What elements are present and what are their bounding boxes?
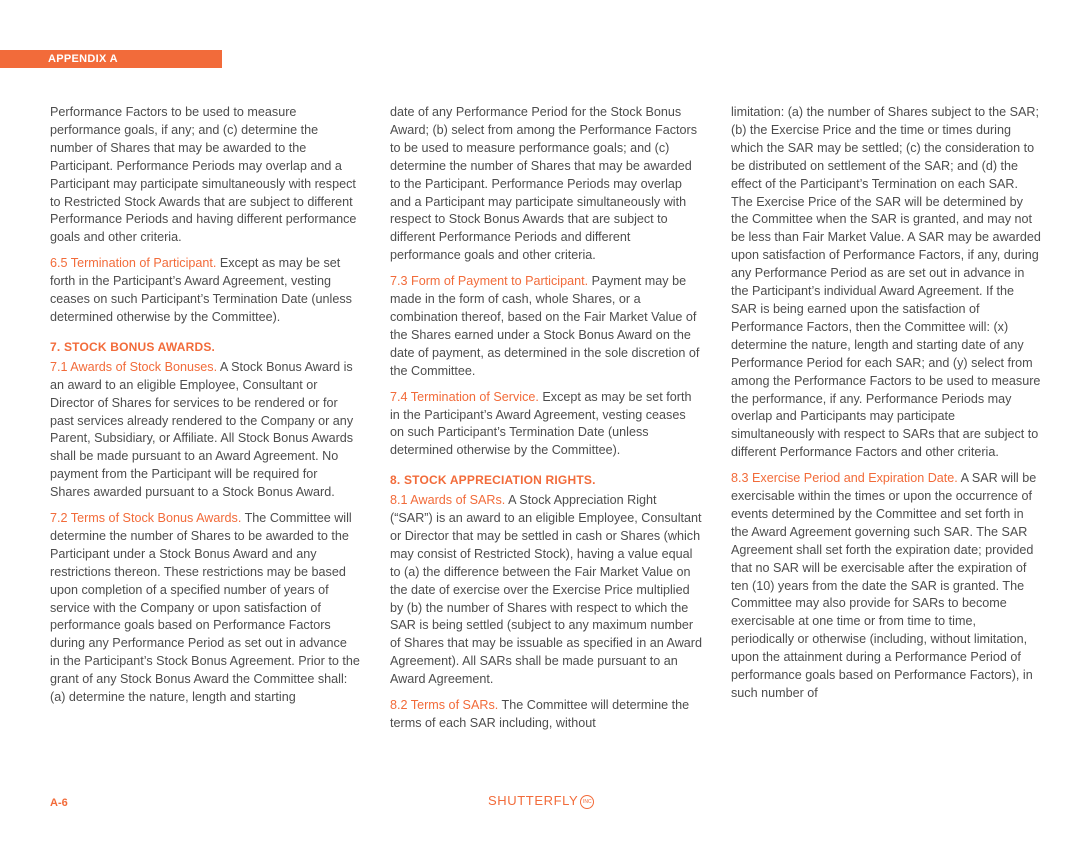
paragraph-7-3 <box>390 273 702 380</box>
section-heading-7: 7. STOCK BONUS AWARDS. <box>50 339 216 354</box>
paragraph-text: The Committee will determine the terms of each SAR including, without <box>390 698 690 730</box>
paragraph-text: Except as may be set forth in the Participant’s Award Agreement, vesting ceases on such Participant’s Termination Date (unless determined otherwise by the Committee). <box>50 256 352 324</box>
shutterfly-logo <box>488 793 594 809</box>
paragraph-6-5 <box>50 255 360 327</box>
paragraph: limitation: (a) the number of Shares subject to the SAR; (b) the Exercise Price and the time or times during which the SAR may be settled; (c) the consideration to be distributed on settlement of the SAR; and (d) the effect of the Participant’s Termination on each SAR. The Exercise Price of the SAR will be determined by the Committee when the SAR is granted, and may not be less than Fair Market Value. A SAR may be awarded upon satisfaction of Performance Factors, if any, during any Performance Period as are set out in advance in the Participant’s individual Award Agreement. If the SAR is being earned upon the satisfaction of Performance Factors, then the Committee will: (x) determine the nature, length and starting date of any Performance Period for each SAR; and (y) select from among the Performance Factors to be used to measure the performance, if any. Performance Periods may overlap and Participants may participate simultaneously with respect to SARs that are subject to different Performance Factors and other criteria. <box>731 105 1041 460</box>
paragraph: Performance Factors to be used to measure performance goals, if any; and (c) determine the number of Shares that may be awarded to the Participant. Performance Periods may overlap and a Participant may participate simultaneously with respect to Restricted Stock Awards that are subject to different Performance Periods and having different performance goals and other criteria. <box>50 105 357 245</box>
paragraph-7-2 <box>50 510 360 707</box>
column-2 <box>390 104 702 741</box>
paragraph-8-1 <box>390 492 702 689</box>
paragraph-text: Except as may be set forth in the Participant’s Award Agreement, vesting ceases on such Participant’s Termination Date (unless determined otherwise by the Committee). <box>390 389 692 458</box>
paragraph-text: Payment may be made in the form of cash, whole Shares, or a combination thereof, based on the Fair Market Value of the Shares earned under a Stock Bonus Award on the date of payment, as determined in the sole discretion of the Committee. <box>390 274 700 378</box>
section-lead: 7.3 Form of Payment to Participant. <box>390 274 589 289</box>
logo-text: SHUTTERFLY <box>488 793 579 808</box>
paragraph-7-1 <box>50 359 360 502</box>
section-lead: 8.1 Awards of SARs. <box>390 493 506 508</box>
page-number: A-6 <box>50 797 68 809</box>
logo-badge: INC <box>580 795 594 809</box>
paragraph-text: The Committee will determine the number of Shares to be awarded to the Participant under a Stock Bonus Award and any restrictions thereon. These restrictions may be based upon completion of a specified number of years of service with the Company or upon satisfaction of performance goals based on Performance Factors during any Performance Period as set out in advance in the Participant’s Stock Bonus Agreement. Prior to the grant of any Stock Bonus Award the Committee shall: (a) determine the nature, length and starting <box>50 511 360 705</box>
paragraph-7-4 <box>390 389 702 461</box>
column-3 <box>731 104 1041 711</box>
section-lead: 6.5 Termination of Participant. <box>50 256 217 271</box>
section-lead: 7.1 Awards of Stock Bonuses. <box>50 359 218 374</box>
section-lead: 7.2 Terms of Stock Bonus Awards. <box>50 511 242 526</box>
column-1 <box>50 104 360 715</box>
paragraph-8-2 <box>390 697 702 733</box>
section-heading-8: 8. STOCK APPRECIATION RIGHTS. <box>390 473 596 488</box>
paragraph-8-3 <box>731 470 1041 703</box>
appendix-banner <box>0 50 222 68</box>
appendix-label: APPENDIX A <box>48 53 118 65</box>
paragraph-text: A SAR will be exercisable within the times or upon the occurrence of events determined by the Committee and set forth in the Award Agreement governing such SAR. The SAR Agreement shall set forth the expiration date; provided that no SAR will be exercisable after the expiration of ten (10) years from the date the SAR is granted. The Committee may also provide for SARs to become exercisable at one time or from time to time, periodically or otherwise (including, without limitation, upon the attainment during a Performance Period of performance goals based on Performance Factors), in such number of <box>731 471 1037 700</box>
section-lead: 8.3 Exercise Period and Expiration Date. <box>731 471 958 486</box>
section-lead: 7.4 Termination of Service. <box>390 389 539 404</box>
section-lead: 8.2 Terms of SARs. <box>390 698 499 713</box>
paragraph-text: A Stock Appreciation Right (“SAR”) is an award to an eligible Employee, Consultant or Director that may be settled in cash or Shares (which may consist of Restricted Stock), having a value equal to (a) the difference between the Fair Market Value on the date of exercise over the Exercise Price multiplied by (b) the number of Shares with respect to which the SAR is being settled (subject to any maximum number of Shares that may be issuable as specified in an Award Agreement). All SARs shall be made pursuant to an Award Agreement. <box>390 493 702 687</box>
paragraph: date of any Performance Period for the Stock Bonus Award; (b) select from among the Performance Factors to be used to measure performance goals; and (c) determine the number of Shares that may be awarded to the Participant. Performance Periods may overlap and a Participant may participate simultaneously with respect to Stock Bonus Awards that are subject to different Performance Periods and different performance goals and other criteria. <box>390 105 698 263</box>
paragraph-text: A Stock Bonus Award is an award to an eligible Employee, Consultant or Director of Shares for services to be rendered or for past services already rendered to the Company or any Parent, Subsidiary, or Affiliate. All Stock Bonus Awards shall be made pursuant to an Award Agreement. No payment from the Participant will be required for Shares awarded pursuant to a Stock Bonus Award. <box>50 359 354 500</box>
